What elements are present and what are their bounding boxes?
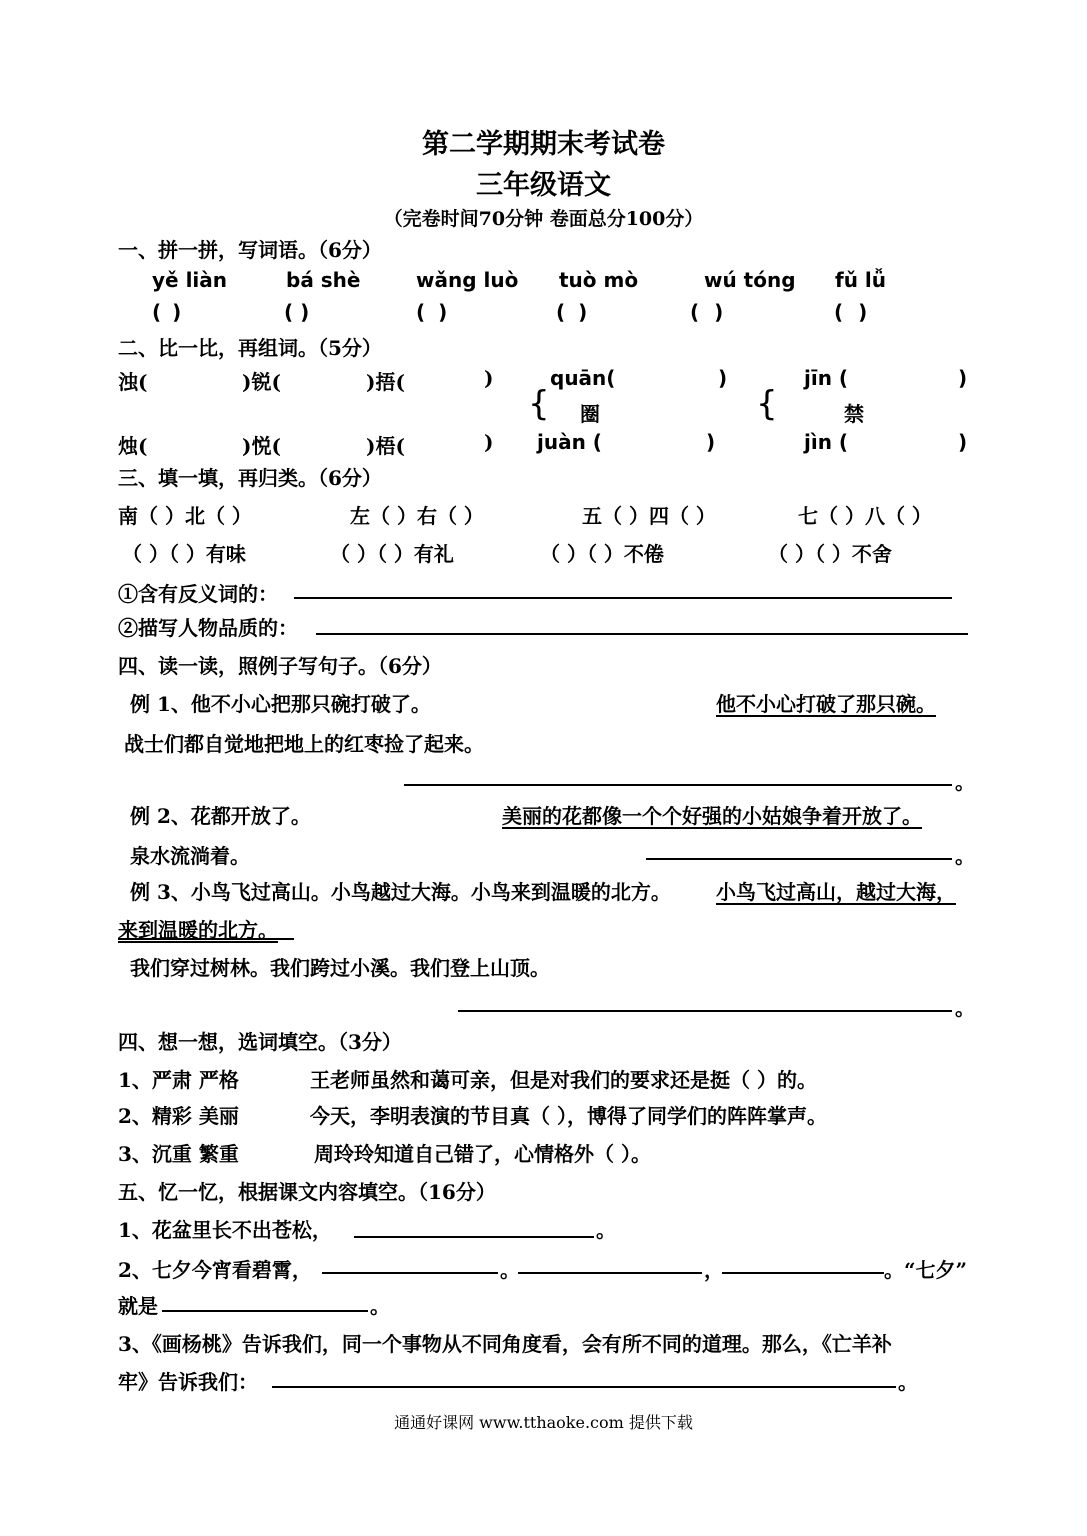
classify-quality-line[interactable] xyxy=(316,633,968,635)
polyphone-quan-close: ) xyxy=(718,366,728,390)
fill-group-5: （ ）（ ）有味 xyxy=(122,542,246,566)
fill-group-4: 七（ ）八（ ） xyxy=(798,504,932,528)
polyphone-jin1: jīn ( xyxy=(804,366,849,390)
period-3: 。 xyxy=(955,996,975,1020)
pinyin-3: wǎng luò xyxy=(416,268,519,292)
recall-period-2: 。 xyxy=(500,1258,520,1282)
answer-line-2[interactable] xyxy=(646,858,952,860)
page-title: 第二学期期末考试卷 xyxy=(422,129,665,160)
compare-char-4: 烛( xyxy=(118,434,148,458)
compare-char-6: )梧( xyxy=(366,434,405,458)
recall-line-3b: 牢》告诉我们： xyxy=(118,1370,258,1394)
pinyin-2: bá shè xyxy=(286,268,361,292)
fill-group-2: 左（ ）右（ ） xyxy=(350,504,484,528)
polyphone-char-jin: 禁 xyxy=(844,402,864,426)
section-6-heading: 五、忆一忆，根据课文内容填空。（16分） xyxy=(118,1180,496,1204)
exam-note: （完卷时间70分钟 卷面总分100分） xyxy=(383,208,704,230)
period-2: 。 xyxy=(955,844,975,868)
footer-text: 通通好课网 www.tthaoke.com 提供下载 xyxy=(394,1413,693,1432)
fill-group-3: 五（ ）四（ ） xyxy=(582,504,716,528)
polyphone-jin4-close: ) xyxy=(958,430,968,454)
example-1-answer: 他不小心打破了那只碗。 xyxy=(716,692,936,716)
compare-close-1: ) xyxy=(484,366,494,390)
recall-period-4: 。 xyxy=(898,1370,918,1394)
recall-line-2b: 就是 xyxy=(118,1294,158,1318)
polyphone-char-quan: 圈 xyxy=(580,402,600,426)
answer-blank-6[interactable]: ( ) xyxy=(834,300,872,324)
recall-qixi: 。“七夕” xyxy=(884,1258,968,1282)
recall-period-1: 。 xyxy=(596,1218,616,1242)
section-5-heading: 四、想一想，选词填空。（3分） xyxy=(118,1030,402,1054)
polyphone-juan-close: ) xyxy=(706,430,716,454)
choice-sentence-1: 王老师虽然和蔼可亲，但是对我们的要求还是挺（ ）的。 xyxy=(310,1068,817,1092)
example-2-answer: 美丽的花都像一个个好强的小姑娘争着开放了。 xyxy=(502,804,922,828)
choice-words-1: 1、严肃 严格 xyxy=(118,1068,239,1092)
recall-blank-4[interactable] xyxy=(722,1272,884,1274)
fill-group-8: （ ）（ ）不舍 xyxy=(768,542,892,566)
pinyin-4: tuò mò xyxy=(559,268,639,292)
recall-period-3: 。 xyxy=(370,1294,390,1318)
classify-quality-label: ②描写人物品质的： xyxy=(118,616,298,640)
recall-blank-6[interactable] xyxy=(272,1386,896,1388)
compare-char-2: )锐( xyxy=(242,370,281,394)
brace-icon: { xyxy=(528,384,550,424)
recall-blank-2[interactable] xyxy=(322,1272,498,1274)
compare-char-3: )捂( xyxy=(366,370,405,394)
answer-line-1[interactable] xyxy=(404,784,952,786)
choice-sentence-2: 今天，李明表演的节目真（ ），博得了同学们的阵阵掌声。 xyxy=(310,1104,827,1128)
section-3-heading: 三、填一填，再归类。（6分） xyxy=(118,466,382,490)
example-3-answer: 小鸟飞过高山，越过大海， xyxy=(716,880,956,904)
answer-blank-4[interactable]: ( ) xyxy=(556,300,591,324)
answer-line-3[interactable] xyxy=(458,1010,952,1012)
recall-line-1: 1、花盆里长不出苍松， xyxy=(118,1218,332,1242)
fill-group-1: 南（ ）北（ ） xyxy=(118,504,252,528)
recall-comma: ， xyxy=(704,1258,724,1282)
choice-sentence-3: 周玲玲知道自己错了，心情格外（ ）。 xyxy=(314,1142,651,1166)
compare-char-1: 浊( xyxy=(118,370,148,394)
pinyin-1: yě liàn xyxy=(152,268,228,292)
section-2-heading: 二、比一比，再组词。（5分） xyxy=(118,336,382,360)
classify-antonym-line[interactable] xyxy=(294,597,952,599)
choice-words-3: 3、沉重 繁重 xyxy=(118,1142,239,1166)
compare-char-5: )悦( xyxy=(242,434,281,458)
fill-group-6: （ ）（ ）有礼 xyxy=(330,542,454,566)
pinyin-5: wú tóng xyxy=(704,268,796,292)
recall-blank-5[interactable] xyxy=(162,1310,368,1312)
answer-blank-2[interactable]: ( ) xyxy=(284,300,310,324)
answer-blank-1[interactable]: ( ) xyxy=(152,300,184,324)
period-1: 。 xyxy=(955,770,975,794)
polyphone-jin1-close: ) xyxy=(958,366,968,390)
recall-line-2: 2、七夕今宵看碧霄， xyxy=(118,1258,312,1282)
classify-antonym-label: ①含有反义词的： xyxy=(118,582,278,606)
example-3-answer-cont: 来到温暖的北方。 xyxy=(118,918,278,942)
recall-blank-1[interactable] xyxy=(354,1236,594,1238)
section-4-heading: 四、读一读，照例子写句子。（6分） xyxy=(118,654,442,678)
brace-icon: { xyxy=(756,384,778,424)
answer-blank-3[interactable]: ( ) xyxy=(416,300,451,324)
pinyin-6: fǔ lǚ xyxy=(835,268,886,292)
recall-blank-3[interactable] xyxy=(518,1272,702,1274)
polyphone-juan: juàn ( xyxy=(537,430,602,454)
compare-close-2: ) xyxy=(484,430,494,454)
question-3: 我们穿过树林。我们跨过小溪。我们登上山顶。 xyxy=(130,956,550,980)
example-3-underline xyxy=(118,938,294,940)
answer-blank-5[interactable]: ( ) xyxy=(690,300,728,324)
choice-words-2: 2、精彩 美丽 xyxy=(118,1104,239,1128)
example-2: 例 2、花都开放了。 xyxy=(130,804,311,828)
polyphone-quan: quān( xyxy=(550,366,616,390)
question-1: 战士们都自觉地把地上的红枣捡了起来。 xyxy=(124,732,484,756)
fill-group-7: （ ）（ ）不倦 xyxy=(540,542,664,566)
polyphone-jin4: jìn ( xyxy=(804,430,849,454)
example-3: 例 3、小鸟飞过高山。小鸟越过大海。小鸟来到温暖的北方。 xyxy=(130,880,671,904)
page-subtitle: 三年级语文 xyxy=(476,170,611,201)
section-1-heading: 一、拼一拼，写词语。（6分） xyxy=(118,238,382,262)
example-1: 例 1、他不小心把那只碗打破了。 xyxy=(130,692,431,716)
question-2: 泉水流淌着。 xyxy=(130,844,250,868)
recall-line-3: 3、《画杨桃》告诉我们，同一个事物从不同角度看，会有所不同的道理。那么，《亡羊补 xyxy=(118,1332,892,1356)
